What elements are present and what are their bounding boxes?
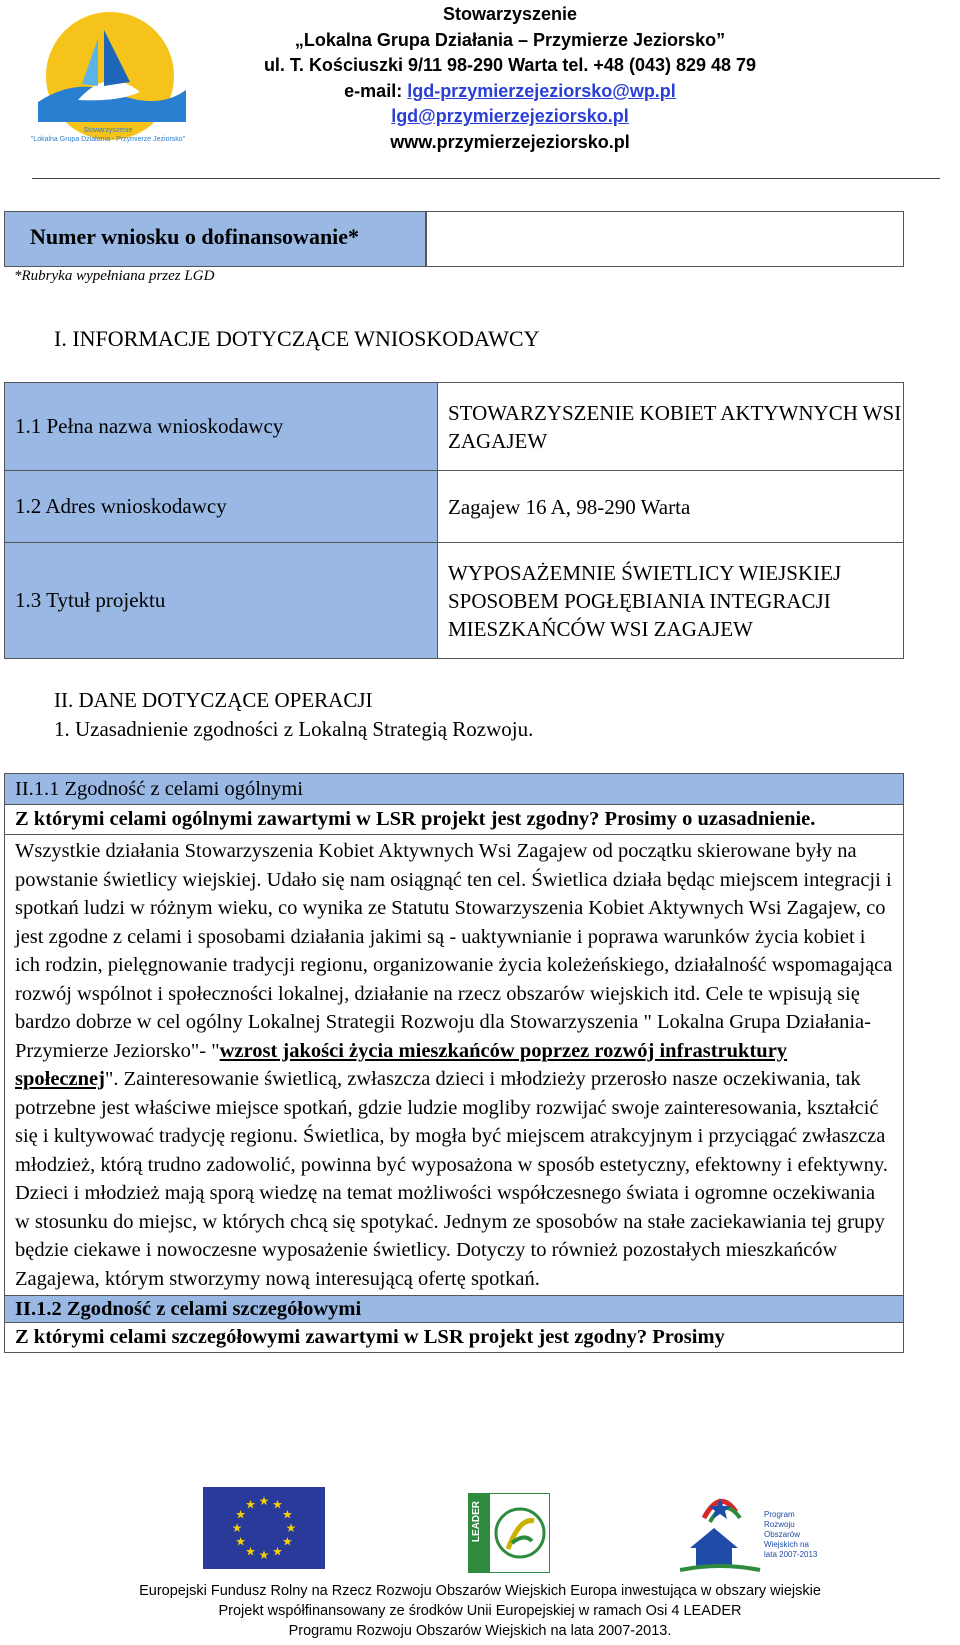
general-goals-justification [5,835,904,1296]
general-goals-question: Z którymi celami ogólnymi zawartymi w LSR projekt jest zgodny? Prosimy o uzasadnienie. [5,805,904,835]
justification-part1: Wszystkie działania Stowarzyszenia Kobiet Aktywnych Wsi Zagajew od początku skierowane były na powstanie świetlicy wiejskiej. Udało się nam osiągnąć ten cel. Świetlica działa będąc miejscem integracji i spotkań ludzi w różnym wieku, co wynika ze Statutu Stowarzyszenia Kobiet Aktywnych Wsi Zagajew, co jest zgodne z celami i sposobami działania jakimi są - uaktywnianie i poprawa warunków życia kobiet i ich rodzin, pielęgnowanie tradycji regionu, organizowanie życia koleżeńskiego, działalność wspomagająca rozwój wspólnot i społeczności lokalnej, działanie na rzecz obszarów wiejskich itd. Cele te wpisują się bardzo dobrze w cel ogólny Lokalnej Strategii Rozwoju dla Stowarzyszenia " Lokalna Grupa Działania- Przymierze Jeziorsko"- " [15,840,893,1062]
eu-star-icon: ★ [272,1544,283,1559]
footer-funding-text [60,1581,900,1641]
organization-contact [230,2,790,155]
table-row [5,1323,904,1353]
footer-line-3: Programu Rozwoju Obszarów Wiejskich na lata 2007-2013. [288,1623,672,1639]
eu-star-icon: ★ [235,1507,246,1522]
specific-goals-question: Z którymi celami szczegółowymi zawartymi w LSR projekt jest zgodny? Prosimy [5,1323,904,1353]
project-title-label: 1.3 Tytuł projektu [5,543,438,659]
eu-star-icon: ★ [282,1507,293,1522]
email-link-2[interactable]: lgd@przymierzejeziorsko.pl [391,106,629,126]
application-number-field[interactable] [426,211,904,267]
section2-heading [54,686,533,744]
eu-star-icon: ★ [245,1544,256,1559]
org-name-line2: „Lokalna Grupa Działania – Przymierze Jeziorsko” [294,29,726,50]
application-number-label: Numer wniosku o dofinansowanie* [30,224,360,249]
logo-text-line2: "Lokalna Grupa Działania - Przymierze Jeziorsko" [30,136,186,143]
eu-flag-logo [203,1487,325,1569]
eu-star-icon: ★ [258,1494,270,1508]
leader-logo [468,1493,550,1573]
eu-star-icon: ★ [285,1521,297,1535]
eu-star-icon: ★ [245,1497,256,1512]
application-number-note: *Rubryka wypełniana przez LGD [14,268,215,284]
justification-part2: ". Zainteresowanie świetlicą, zwłaszcza dzieci i młodzieży przerosło nasze oczekiwania, tak potrzebne jest właściwe miejsce spotkań, gdzie ludzie mogliby rozwijać swoje zainteresowania, kształcić się i kultywować tradycję regionu. Świetlica, by mogła być miejscem atrakcyjnym i przyciągać zwłaszcza młodzież, którą trudno zadowolić, powinna być wyposażona w sposób estetyczny, efektowny i efektywny. Dzieci i młodzież mają sporą wiedzę na temat możliwości współczesnego świata i ogromne oczekiwania w stosunku do miejsc, w których chcą się spotykać. Jednym ze sposobów na stałe zaciekawiania tej grupy będzie ciekawe i nowoczesne wyposażenie świetlicy. Dotyczy to również pozostałych mieszkańców Zagajewa, którym stworzymy nową interesującą ofertę spotkań. [15,1068,888,1290]
general-goals-heading: II.1.1 Zgodność z celami ogólnymi [5,774,904,805]
prow-logo [680,1478,820,1578]
applicant-info-table [4,382,904,659]
org-address: ul. T. Kościuszki 9/11 98-290 Warta tel. +48 (043) 829 48 79 [263,55,757,75]
address-value: Zagajew 16 A, 98-290 Warta [438,471,904,543]
email-prefix: e-mail: [344,80,408,101]
header-divider [32,178,940,179]
website[interactable]: www.przymierzejeziorsko.pl [390,131,630,152]
section2-subtitle: 1. Uzasadnienie zgodności z Lokalną Strategią Rozwoju. [54,717,534,741]
association-logo [18,6,198,156]
eu-star-icon: ★ [258,1548,270,1562]
prow-label: Program Rozwoju Obszarów Wiejskich na lata 2007-2013 [764,1510,818,1559]
section1-title: I. INFORMACJE DOTYCZĄCE WNIOSKODAWCY [54,326,540,351]
org-name-line1: Stowarzyszenie [442,4,578,24]
section2-title: II. DANE DOTYCZĄCE OPERACJI [54,688,373,712]
eu-star-icon: ★ [231,1521,243,1535]
full-name-label: 1.1 Pełna nazwa wnioskodawcy [5,383,438,471]
table-row [5,805,904,835]
address-label: 1.2 Adres wnioskodawcy [5,471,438,543]
table-row [5,774,904,805]
email-link-1[interactable]: lgd-przymierzejeziorsko@wp.pl [407,80,676,101]
justification-table [4,773,904,1353]
project-title-value: WYPOSAŻEMNIE ŚWIETLICY WIEJSKIEJ SPOSOBEM POGŁĘBIANIA INTEGRACJI MIESZKAŃCÓW WSI ZAGAJEW [438,543,904,659]
table-row [5,471,904,543]
org-email-line [230,79,790,105]
table-row [5,543,904,659]
table-row [5,1296,904,1323]
leader-label: LEADER [471,1501,482,1543]
eu-star-icon: ★ [282,1534,293,1549]
table-row [5,835,904,1296]
footer-line-1: Europejski Fundusz Rolny na Rzecz Rozwoju Obszarów Wiejskich Europa inwestująca w obszary wiejskie [139,1583,821,1599]
full-name-value: STOWARZYSZENIE KOBIET AKTYWNYCH WSI ZAGAJEW [438,383,904,471]
eu-star-icon: ★ [272,1497,283,1512]
table-row [5,383,904,471]
footer-line-2: Projekt współfinansowany ze środków Unii Europejskiej w ramach Osi 4 LEADER [218,1603,742,1619]
eu-star-icon: ★ [235,1534,246,1549]
specific-goals-heading: II.1.2 Zgodność z celami szczegółowymi [5,1296,904,1323]
justification-emphasis: wzrost jakości życia mieszkańców poprzez rozwój infrastruktury społecznej [15,1039,788,1090]
logo-text-line1: Stowarzyszenie [83,127,133,134]
